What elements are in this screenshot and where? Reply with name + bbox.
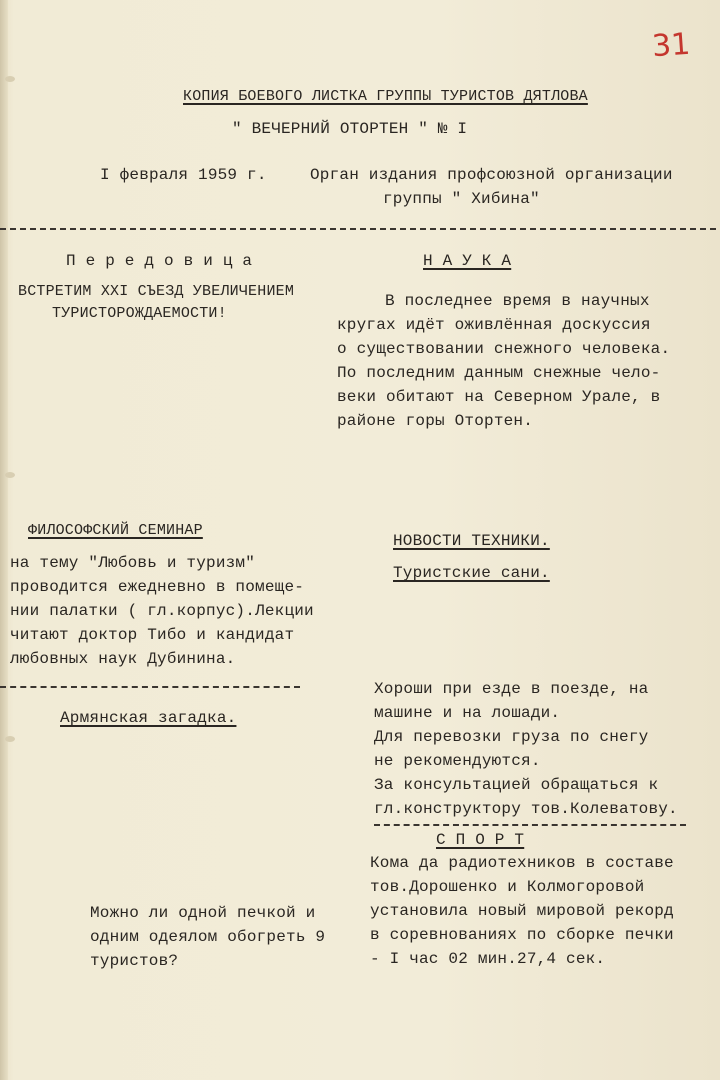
- science-line: о существовании снежного человека.: [337, 340, 671, 358]
- tech-heading: НОВОСТИ ТЕХНИКИ.: [393, 532, 550, 550]
- tech-line: Хороши при езде в поезде, на: [374, 680, 649, 698]
- sport-line: Кома да радиотехников в составе: [370, 854, 674, 872]
- newspaper-name: " ВЕЧЕРНИЙ ОТОРТЕН " № I: [232, 120, 468, 138]
- page-left-edge: [0, 0, 8, 1080]
- seminar-divider: [0, 686, 300, 688]
- publisher-line-1: Орган издания профсоюзной организации: [310, 166, 673, 184]
- tech-subheading: Туристские сани.: [393, 564, 550, 582]
- sport-line: в соревнованиях по сборке печки: [370, 926, 674, 944]
- editorial-line: ТУРИСТОРОЖДАЕМОСТИ!: [52, 305, 227, 322]
- editorial-heading: П е р е д о в и ц а: [66, 252, 253, 270]
- tech-line: гл.конструктору тов.Колеватову.: [374, 800, 678, 818]
- seminar-heading: ФИЛОСОФСКИЙ СЕМИНАР: [28, 522, 203, 539]
- science-line: веки обитают на Северном Урале, в: [337, 388, 661, 406]
- seminar-line: нии палатки ( гл.корпус).Лекции: [10, 602, 314, 620]
- science-line: районе горы Отортен.: [337, 412, 534, 430]
- sport-line: - I час 02 мин.27,4 сек.: [370, 950, 606, 968]
- riddle-line: Можно ли одной печкой и: [90, 904, 316, 922]
- publisher-line-2: группы " Хибина": [383, 190, 540, 208]
- tech-line: машине и на лошади.: [374, 704, 561, 722]
- science-line: По последним данным снежные чело-: [337, 364, 661, 382]
- seminar-line: на тему "Любовь и туризм": [10, 554, 256, 572]
- seminar-line: любовных наук Дубинина.: [10, 650, 236, 668]
- science-line: В последнее время в научных: [385, 292, 650, 310]
- binding-hole: [5, 472, 15, 478]
- page-number: 31: [650, 26, 692, 65]
- science-line: кругах идёт оживлённая доскуссия: [337, 316, 651, 334]
- binding-hole: [5, 736, 15, 742]
- tech-divider: [374, 824, 686, 826]
- tech-line: За консультацией обращаться к: [374, 776, 659, 794]
- tech-line: Для перевозки груза по снегу: [374, 728, 649, 746]
- riddle-line: туристов?: [90, 952, 179, 970]
- riddle-line: одним одеялом обогреть 9: [90, 928, 326, 946]
- sport-line: тов.Дорошенко и Колмогоровой: [370, 878, 645, 896]
- editorial-line: ВСТРЕТИМ XXI СЪЕЗД УВЕЛИЧЕНИЕМ: [18, 283, 295, 300]
- header-divider: [0, 228, 716, 230]
- riddle-heading: Армянская загадка.: [60, 709, 237, 727]
- document-title: КОПИЯ БОЕВОГО ЛИСТКА ГРУППЫ ТУРИСТОВ ДЯТЛОВА: [183, 88, 588, 105]
- sport-line: установила новый мировой рекорд: [370, 902, 674, 920]
- issue-date: I февраля 1959 г.: [100, 166, 267, 184]
- science-heading: Н А У К А: [423, 252, 512, 270]
- seminar-line: проводится ежедневно в помеще-: [10, 578, 305, 596]
- seminar-line: читают доктор Тибо и кандидат: [10, 626, 295, 644]
- sport-heading: С П О Р Т: [436, 831, 525, 849]
- tech-line: не рекомендуются.: [374, 752, 541, 770]
- binding-hole: [5, 76, 15, 82]
